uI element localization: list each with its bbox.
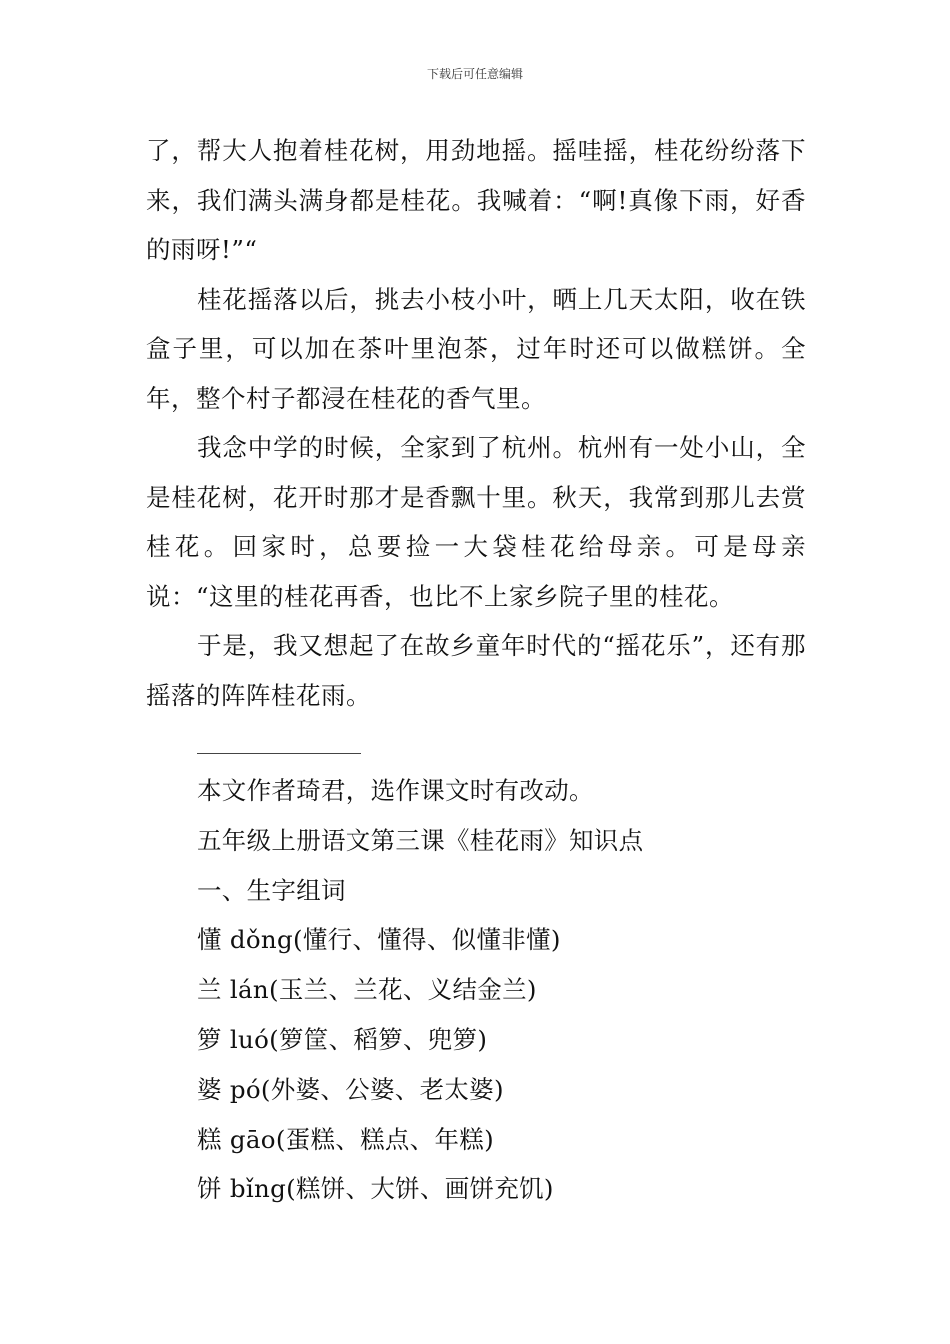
vocab-item: 兰 lán(玉兰、兰花、义结金兰) bbox=[197, 975, 537, 1005]
section-heading: 一、生字组词 bbox=[197, 875, 346, 905]
paragraph: 了，帮大人抱着桂花树，用劲地摇。摇哇摇，桂花纷纷落下来，我们满头满身都是桂花。我喊着：“啊!真像下雨，好香的雨呀!”“ bbox=[146, 136, 806, 264]
notes-list bbox=[197, 766, 806, 1214]
page-header: 下载后可任意编辑 bbox=[426, 67, 523, 81]
vocab-item: 饼 bǐng(糕饼、大饼、画饼充饥) bbox=[197, 1174, 554, 1204]
paragraph: 于是，我又想起了在故乡童年时代的“摇花乐”，还有那摇落的阵阵桂花雨。 bbox=[146, 631, 806, 710]
section-title: 五年级上册语文第三课《桂花雨》知识点 bbox=[197, 825, 644, 855]
footnote-text: 本文作者琦君，选作课文时有改动。 bbox=[197, 776, 594, 805]
document-body bbox=[146, 126, 806, 1214]
paragraph: 我念中学的时候，全家到了杭州。杭州有一处小山，全是桂花树，花开时那才是香飘十里。秋天，我常到那儿去赏桂花。回家时，总要捡一大袋桂花给母亲。可是母亲说：“这里的桂花再香，也比不上家乡院子里的桂花。 bbox=[146, 433, 806, 611]
vocab-item: 婆 pó(外婆、公婆、老太婆) bbox=[197, 1074, 504, 1104]
vocab-item: 箩 luó(箩筐、稻箩、兜箩) bbox=[197, 1024, 488, 1054]
vocab-item: 懂 dǒng(懂行、懂得、似懂非懂) bbox=[197, 925, 561, 955]
footnote-divider bbox=[197, 753, 361, 754]
vocab-item: 糕 gāo(蛋糕、糕点、年糕) bbox=[197, 1124, 494, 1154]
paragraph: 桂花摇落以后，挑去小枝小叶，晒上几天太阳，收在铁盒子里，可以加在茶叶里泡茶，过年时还可以做糕饼。全年，整个村子都浸在桂花的香气里。 bbox=[146, 284, 806, 413]
